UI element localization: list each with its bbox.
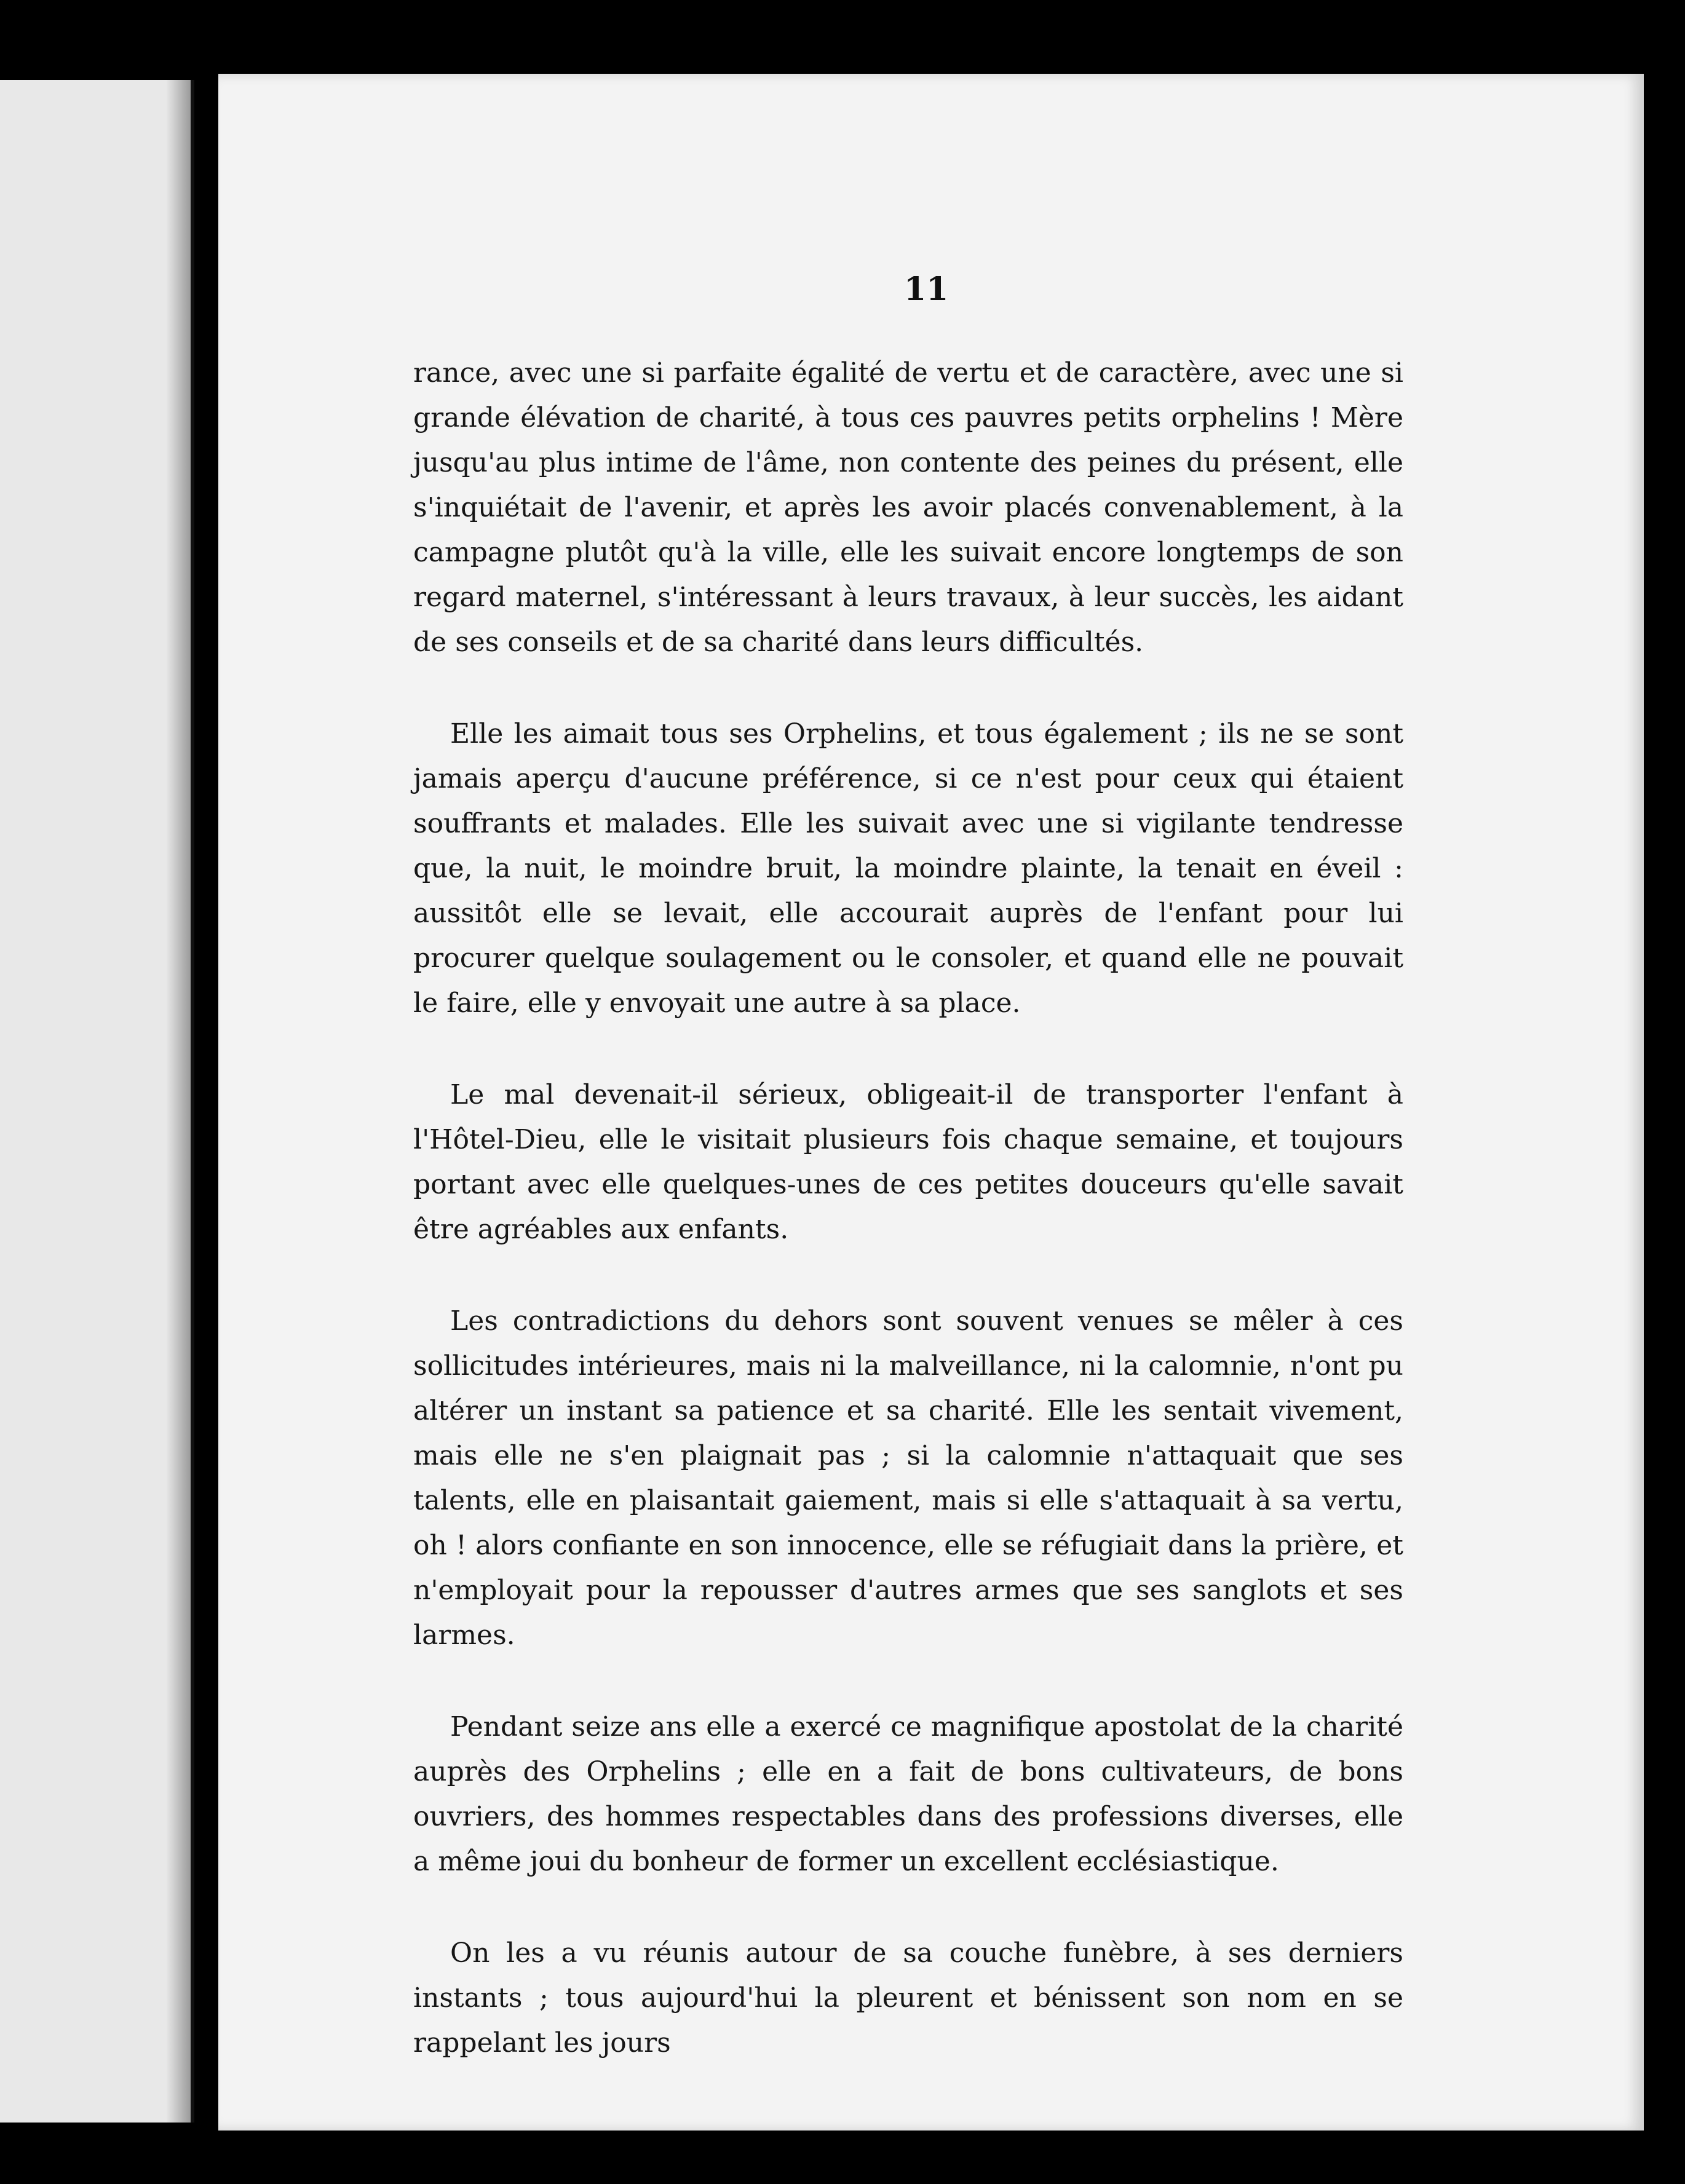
- body-text: [413, 350, 1403, 2112]
- paragraph-1: rance, avec une si parfaite égalité de vertu et de caractère, avec une si grande élévation de charité, à tous ces pauvres petits orphelins ! Mère jusqu'au plus intime de l'âme, non contente des peines du présent, elle s'inquiétait de l'avenir, et après les avoir placés convenablement, à la campagne plutôt qu'à la ville, elle les suivait encore longtemps de son regard maternel, s'intéressant à leurs travaux, à leur succès, les aidant de ses conseils et de sa charité dans leurs difficultés.: [413, 357, 1403, 658]
- paragraph-3: Le mal devenait-il sérieux, obligeait-il de transporter l'enfant à l'Hôtel-Dieu, elle le visitait plusieurs fois chaque semaine, et toujours portant avec elle quelques-unes de ces petites douceurs qu'elle savait être agréables aux enfants.: [413, 1079, 1403, 1245]
- page-number: 11: [904, 271, 949, 308]
- paragraph-6: On les a vu réunis autour de sa couche funèbre, à ses derniers instants ; tous aujourd'hui la pleurent et bénissent son nom en se rappelant les jours: [413, 1937, 1403, 2059]
- facing-page-edge: [0, 80, 194, 2123]
- paragraph-4: Les contradictions du dehors sont souvent venues se mêler à ces sollicitudes intérieures, mais ni la malveillance, ni la calomnie, n'ont pu altérer un instant sa patience et sa charité. Elle les sentait vivement, mais elle ne s'en plaignait pas ; si la calomnie n'attaquait que ses talents, elle en plaisantait gaiement, mais si elle s'attaquait à sa vertu, oh ! alors confiante en son innocence, elle se réfugiait dans la prière, et n'employait pour la repousser d'autres armes que ses sanglots et ses larmes.: [413, 1305, 1403, 1651]
- paragraph-2: Elle les aimait tous ses Orphelins, et tous également ; ils ne se sont jamais aperçu d'aucune préférence, si ce n'est pour ceux qui étaient souffrants et malades. Elle les suivait avec une si vigilante tendresse que, la nuit, le moindre bruit, la moindre plainte, la tenait en éveil : aussitôt elle se levait, elle accourait auprès de l'enfant pour lui procurer quelque soulagement ou le consoler, et quand elle ne pouvait le faire, elle y envoyait une autre à sa place.: [413, 718, 1403, 1019]
- page-gutter: [166, 80, 191, 2123]
- paragraph-5: Pendant seize ans elle a exercé ce magnifique apostolat de la charité auprès des Orphelins ; elle en a fait de bons cultivateurs, de bons ouvriers, des hommes respectables dans des professions diverses, elle a même joui du bonheur de former un excellent ecclésiastique.: [413, 1711, 1403, 1877]
